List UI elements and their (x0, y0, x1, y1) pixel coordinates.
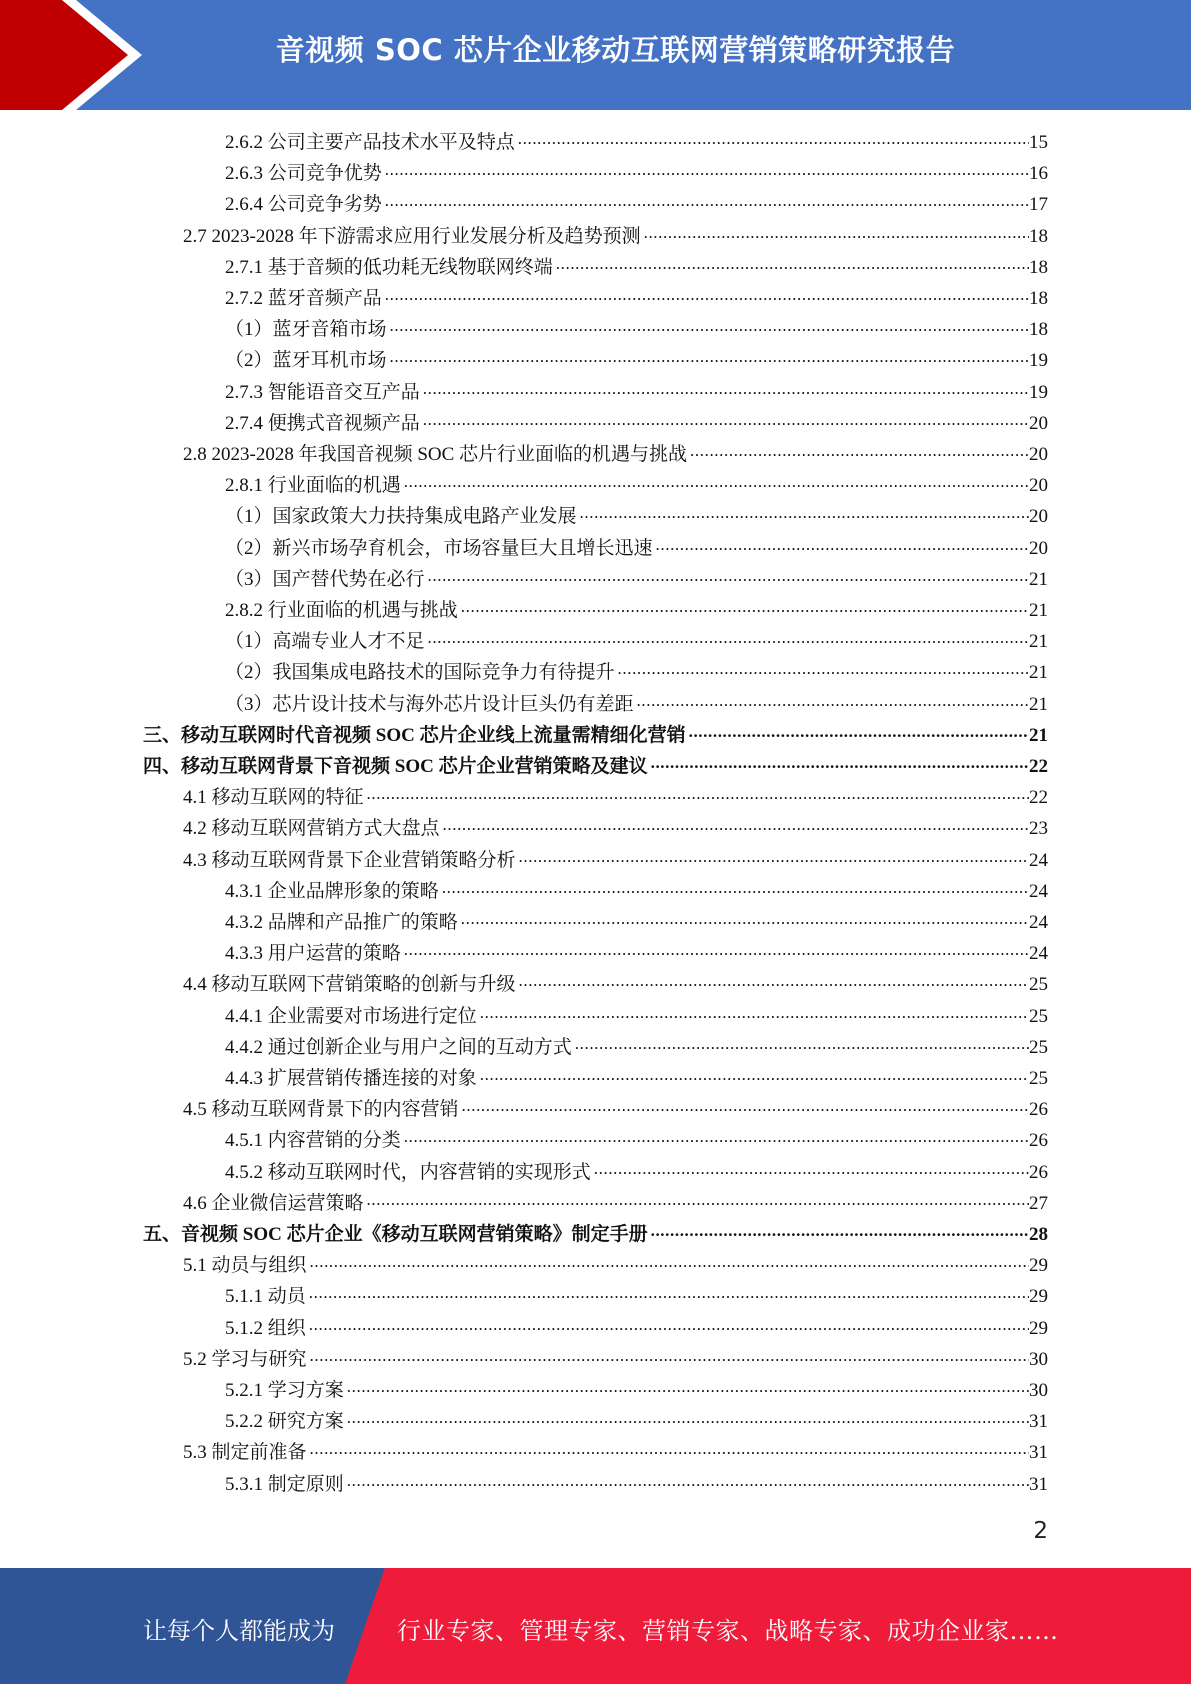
toc-entry-page: 20 (1029, 506, 1048, 528)
toc-entry-number: 5.1 (183, 1255, 207, 1277)
toc-leader-dots (310, 1246, 1029, 1277)
toc-entry-label (225, 470, 404, 501)
toc-entry-label (183, 782, 367, 813)
toc-entry-label (225, 657, 618, 688)
toc-leader-dots (443, 809, 1029, 840)
toc-entry-title: 组织 (267, 1317, 306, 1339)
toc-entry-number: 4.5.1 (225, 1130, 263, 1152)
toc-entry-number: 2.7.4 (225, 412, 263, 434)
toc-entry-label (225, 1063, 480, 1094)
toc-entry-number: 2.8 (183, 444, 207, 465)
toc-entry-label (143, 720, 689, 751)
toc-leader-dots (462, 1090, 1029, 1121)
toc-entry-page: 26 (1029, 1099, 1048, 1121)
toc-entry-title: 研究方案 (267, 1411, 344, 1433)
toc-entry-title: 行业面临的机遇与挑战 (267, 600, 458, 621)
toc-entry-label (225, 626, 428, 657)
toc-entry-label (225, 314, 390, 345)
toc-entry-title: 行业面临的机遇 (267, 475, 401, 497)
toc-entry-number: 2.6.2 (225, 132, 263, 153)
toc-entry-title: 国家政策大力扶持集成电路产业发展 (272, 506, 577, 528)
toc-entry-page: 25 (1029, 1036, 1048, 1058)
toc-leader-dots (594, 1153, 1029, 1184)
toc-leader-dots (423, 373, 1029, 404)
toc-entry-page: 27 (1029, 1192, 1048, 1214)
toc-entry-title: 移动互联网背景下的内容营销 (211, 1099, 459, 1121)
toc-entry[interactable] (225, 1469, 1048, 1500)
toc-leader-dots (367, 1184, 1029, 1215)
toc-entry-page: 20 (1029, 444, 1048, 465)
toc-entry-label (225, 1125, 404, 1156)
toc-leader-dots (404, 1121, 1029, 1152)
toc-leader-dots (404, 934, 1029, 965)
toc-entry-page: 16 (1029, 163, 1048, 185)
toc-entry-title: 公司主要产品技术水平及特点 (267, 132, 515, 153)
toc-leader-dots (690, 435, 1029, 466)
toc-entry-page: 18 (1029, 319, 1048, 341)
toc-leader-dots (390, 310, 1029, 341)
toc-entry-title: 移动互联网的特征 (211, 787, 364, 809)
toc-entry-page: 20 (1029, 475, 1048, 497)
toc-entry-number: 4.1 (183, 787, 207, 809)
toc-entry-page: 21 (1029, 693, 1048, 715)
toc-entry-title: 2023-2028 年下游需求应用行业发展分析及趋势预测 (211, 225, 641, 247)
page-number: 2 (1033, 1518, 1048, 1544)
toc-entry-page: 17 (1029, 194, 1048, 216)
toc-entry-number: 4.3.2 (225, 912, 263, 933)
toc-entry-page: 21 (1029, 600, 1048, 621)
toc-leader-dots (310, 1340, 1029, 1371)
toc-entry-title: 企业需要对市场进行定位 (267, 1005, 477, 1027)
toc-entry-page: 24 (1029, 912, 1048, 933)
toc-leader-dots (347, 1465, 1029, 1496)
toc-entry-number: （2） (225, 537, 273, 559)
toc-entry-title: 用户运营的策略 (267, 943, 401, 965)
toc-leader-dots (519, 965, 1029, 996)
toc-entry-number: 三、 (143, 724, 182, 746)
toc-entry-page: 28 (1029, 1224, 1048, 1245)
toc-leader-dots (575, 1028, 1029, 1059)
toc-entry-page: 15 (1029, 132, 1048, 153)
toc-entry-title: 高端专业人才不足 (272, 631, 425, 653)
toc-leader-dots (461, 903, 1029, 934)
toc-entry-label (225, 345, 390, 376)
toc-entry-page: 21 (1029, 568, 1048, 590)
toc-leader-dots (428, 622, 1029, 653)
toc-entry-page: 20 (1029, 537, 1048, 559)
toc-entry-number: （1） (225, 631, 273, 653)
toc-entry-number: 5.3.1 (225, 1473, 263, 1495)
toc-leader-dots (519, 841, 1029, 872)
toc-leader-dots (347, 1402, 1029, 1433)
toc-entry-title: 公司竞争劣势 (267, 194, 382, 216)
toc-entry-page: 25 (1029, 974, 1048, 996)
toc-entry-label (225, 501, 580, 532)
toc-entry-number: 五、 (143, 1224, 182, 1245)
toc-entry-number: 2.7 (183, 225, 207, 247)
footer-slogan-left: 让每个人都能成为 (143, 1617, 335, 1645)
toc-entry-number: 2.6.3 (225, 163, 263, 185)
toc-leader-dots (556, 248, 1029, 279)
toc-entry-title: 公司竞争优势 (267, 163, 382, 185)
toc-leader-dots (385, 185, 1029, 216)
toc-entry-number: 5.2.1 (225, 1380, 263, 1401)
toc-entry-label (225, 408, 423, 439)
toc-entry-page: 20 (1029, 412, 1048, 434)
toc-leader-dots (367, 778, 1029, 809)
toc-entry-title: 移动互联网时代音视频 SOC 芯片企业线上流量需精细化营销 (181, 724, 686, 746)
toc-leader-dots (644, 217, 1029, 248)
toc-entry-number: （1） (225, 506, 273, 528)
footer-banner (0, 1568, 1191, 1684)
toc-entry-page: 22 (1029, 787, 1048, 809)
toc-entry-number: 4.4.3 (225, 1068, 263, 1089)
toc-entry-page: 29 (1029, 1317, 1048, 1339)
toc-entry-title: 蓝牙耳机市场 (272, 350, 387, 372)
toc-leader-dots (637, 685, 1029, 716)
toc-entry-number: 4.3.1 (225, 880, 263, 902)
toc-entry-title: 制定前准备 (211, 1442, 307, 1464)
toc-entry-page: 24 (1029, 943, 1048, 965)
toc-entry-label (225, 1281, 309, 1312)
toc-entry-number: 4.2 (183, 818, 207, 840)
toc-leader-dots (423, 404, 1029, 435)
toc-entry-number: 4.6 (183, 1192, 207, 1214)
toc-entry-page: 19 (1029, 381, 1048, 403)
toc-entry-page: 22 (1029, 756, 1048, 777)
toc-entry-title: 音视频 SOC 芯片企业《移动互联网营销策略》制定手册 (181, 1224, 648, 1245)
toc-entry-title: 蓝牙音箱市场 (272, 319, 387, 341)
toc-entry-label (225, 189, 385, 220)
toc-leader-dots (651, 747, 1029, 778)
toc-leader-dots (618, 653, 1029, 684)
toc-leader-dots (347, 1371, 1029, 1402)
toc-leader-dots (385, 279, 1029, 310)
document-title: 音视频 SOC 芯片企业移动互联网营销策略研究报告 (275, 33, 956, 67)
toc-entry-page: 31 (1029, 1473, 1048, 1495)
toc-entry-title: 2023-2028 年我国音视频 SOC 芯片行业面临的机遇与挑战 (211, 444, 688, 465)
toc-entry-page: 23 (1029, 818, 1048, 840)
toc-entry-title: 通过创新企业与用户之间的互动方式 (267, 1036, 572, 1058)
toc-entry-number: （3） (225, 568, 273, 590)
header-banner (0, 0, 1191, 110)
toc-leader-dots (442, 872, 1029, 903)
toc-entry-title: 便携式音视频产品 (267, 412, 420, 434)
toc-entry-number: （3） (225, 693, 273, 715)
toc-entry-page: 19 (1029, 350, 1048, 372)
toc-entry-page: 24 (1029, 880, 1048, 902)
toc-entry-number: 4.4.2 (225, 1036, 263, 1058)
toc-entry-number: （2） (225, 662, 273, 684)
toc-entry-page: 26 (1029, 1161, 1048, 1183)
toc-entry-title: 移动互联网营销方式大盘点 (211, 818, 440, 840)
toc-entry-number: 5.1.2 (225, 1317, 263, 1339)
toc-entry-label (225, 1313, 309, 1344)
toc-entry-number: 4.5.2 (225, 1161, 263, 1183)
toc-entry-label (183, 1437, 310, 1468)
toc-entry-title: 企业微信运营策略 (211, 1192, 364, 1214)
toc-entry-number: 2.6.4 (225, 194, 263, 216)
toc-entry-title: 动员 (267, 1286, 306, 1308)
toc-entry-page: 25 (1029, 1005, 1048, 1027)
toc-entry-title: 学习与研究 (211, 1348, 307, 1370)
toc-entry-label (225, 1469, 347, 1500)
toc-entry-number: 4.4 (183, 974, 207, 996)
toc-entry-title: 移动互联网背景下企业营销策略分析 (211, 849, 516, 871)
toc-entry-number: 4.4.1 (225, 1005, 263, 1027)
toc-entry-title: 移动互联网下营销策略的创新与升级 (211, 974, 516, 996)
toc-entry-page: 18 (1029, 256, 1048, 278)
toc-entry-page: 24 (1029, 849, 1048, 871)
toc-entry-title: 我国集成电路技术的国际竞争力有待提升 (272, 662, 615, 684)
toc-entry-page: 29 (1029, 1286, 1048, 1308)
toc-entry-page: 18 (1029, 225, 1048, 247)
toc-leader-dots (428, 560, 1029, 591)
toc-entry-label (225, 283, 385, 314)
toc-entry-number: 5.2 (183, 1348, 207, 1370)
toc-entry-title: 制定原则 (267, 1473, 344, 1495)
toc-entry-label (183, 1250, 310, 1281)
toc-entry-page: 31 (1029, 1411, 1048, 1433)
toc-leader-dots (651, 1215, 1029, 1246)
toc-leader-dots (480, 997, 1029, 1028)
toc-entry-page: 21 (1029, 662, 1048, 684)
toc-leader-dots (309, 1309, 1029, 1340)
toc-entry-page: 29 (1029, 1255, 1048, 1277)
toc-entry-label (225, 564, 428, 595)
toc-entry-number: 5.1.1 (225, 1286, 263, 1308)
toc-entry-title: 智能语音交互产品 (267, 381, 420, 403)
toc-entry-label (183, 1188, 367, 1219)
toc-leader-dots (580, 497, 1029, 528)
toc-entry-title: 学习方案 (267, 1380, 344, 1401)
toc-entry-title: 蓝牙音频产品 (267, 288, 382, 309)
toc-entry-page: 21 (1029, 724, 1048, 746)
toc-entry-page: 25 (1029, 1068, 1048, 1089)
toc-entry-title: 新兴市场孕育机会，市场容量巨大且增长迅速 (272, 537, 653, 559)
toc-entry-page: 30 (1029, 1348, 1048, 1370)
toc-entry-title: 芯片设计技术与海外芯片设计巨头仍有差距 (272, 693, 634, 715)
toc-leader-dots (385, 154, 1029, 185)
toc-entry-label (183, 1344, 310, 1375)
toc-entry-title: 移动互联网时代，内容营销的实现形式 (267, 1161, 591, 1183)
toc-entry-label (225, 595, 461, 626)
toc-entry-number: 4.3.3 (225, 943, 263, 965)
toc-entry-number: 5.3 (183, 1442, 207, 1464)
toc-entry-label (183, 813, 443, 844)
toc-leader-dots (518, 123, 1029, 154)
toc-entry-number: 4.5 (183, 1099, 207, 1121)
toc-entry-number: 2.8.2 (225, 600, 263, 621)
toc-entry-label (225, 1001, 480, 1032)
toc-leader-dots (390, 341, 1029, 372)
toc-entry-label (183, 969, 519, 1000)
toc-entry-page: 30 (1029, 1380, 1048, 1401)
toc-entry-page: 21 (1029, 631, 1048, 653)
toc-entry-number: 2.7.3 (225, 381, 263, 403)
toc-entry-label (225, 938, 404, 969)
toc-entry-title: 内容营销的分类 (267, 1130, 401, 1152)
toc-entry-page: 18 (1029, 288, 1048, 309)
toc-entry-number: 2.7.1 (225, 256, 263, 278)
toc-entry-number: 5.2.2 (225, 1411, 263, 1433)
toc-entry-label (225, 158, 385, 189)
toc-entry-label (225, 1375, 347, 1406)
toc-leader-dots (689, 716, 1029, 747)
toc-entry-number: 四、 (143, 756, 182, 777)
toc-entry-label (225, 377, 423, 408)
toc-leader-dots (480, 1059, 1029, 1090)
toc-leader-dots (656, 529, 1029, 560)
toc-entry-title: 扩展营销传播连接的对象 (267, 1068, 477, 1089)
toc-entry-number: （1） (225, 319, 273, 341)
footer-slogan-right: 行业专家、管理专家、营销专家、战略专家、成功企业家…… (397, 1617, 1059, 1645)
toc-entry-number: （2） (225, 350, 273, 372)
toc-entry-title: 企业品牌形象的策略 (267, 880, 439, 902)
header-arrow-decoration (0, 0, 160, 110)
toc-entry-label (225, 876, 442, 907)
toc-leader-dots (310, 1433, 1029, 1464)
toc-entry-title: 动员与组织 (211, 1255, 307, 1277)
toc-entry-number: 2.7.2 (225, 288, 263, 309)
toc-entry-number: 2.8.1 (225, 475, 263, 497)
toc-leader-dots (404, 466, 1029, 497)
toc-entry-title: 基于音频的低功耗无线物联网终端 (267, 256, 553, 278)
toc-entry-number: 4.3 (183, 849, 207, 871)
toc-entry-title: 国产替代势在必行 (272, 568, 425, 590)
toc-entry-title: 移动互联网背景下音视频 SOC 芯片企业营销策略及建议 (181, 756, 648, 777)
toc-entry-page: 26 (1029, 1130, 1048, 1152)
toc-entry-label (225, 689, 637, 720)
toc-leader-dots (461, 591, 1029, 622)
toc-entry-title: 品牌和产品推广的策略 (267, 912, 458, 933)
toc-entry-page: 31 (1029, 1442, 1048, 1464)
toc-leader-dots (309, 1277, 1029, 1308)
